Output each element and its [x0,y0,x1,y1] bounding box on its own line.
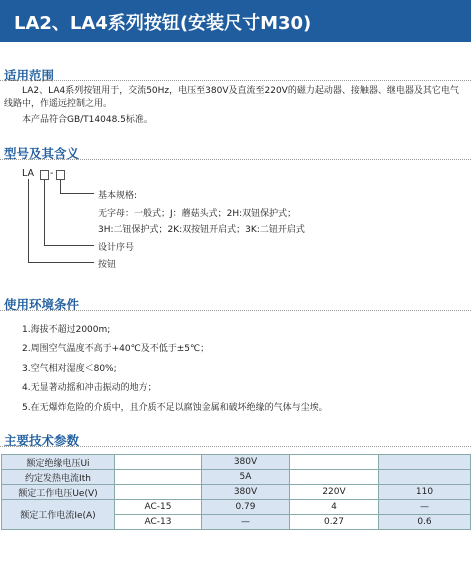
table-cell: 380V [202,485,290,500]
scope-heading: 适用范围 [4,68,55,83]
button-leader-line [28,262,94,263]
table-cell: 额定工作电压Ue(V) [2,485,115,500]
table-row [2,470,471,485]
table-cell: 额定工作电流Ie(A) [2,500,115,530]
spec-line-1: 无字母：一般式；J：蘑菇头式；2H:双钮保护式； [98,209,297,219]
design-number-label: 设计序号 [98,243,135,253]
button-leader-line [28,179,29,262]
divider [0,446,471,447]
tech-spec-table [1,454,471,530]
env-item-2: 2.周围空气温度不高于+40℃及不低于±5℃； [22,344,210,354]
table-cell: AC-13 [115,515,202,530]
divider [0,159,471,160]
table-row [2,500,471,515]
table-row [2,485,471,500]
title-bar [0,0,471,42]
env-heading: 使用环境条件 [4,297,80,312]
spec-leader-line [60,193,94,194]
table-cell: 0.6 [379,515,471,530]
table-cell: AC-15 [115,500,202,515]
env-item-1: 1.海拔不超过2000m; [22,325,111,335]
model-heading: 型号及其含义 [4,146,80,161]
table-cell [115,485,202,500]
table-cell: 0.27 [290,515,379,530]
model-diagram [22,168,422,268]
table-cell: 110 [379,485,471,500]
standard-note: 本产品符合GB/T14048.5标准。 [22,115,153,125]
tech-heading: 主要技术参数 [4,433,80,448]
table-row [2,455,471,470]
table-cell: 220V [290,485,379,500]
table-cell [379,470,471,485]
env-item-3: 3.空气相对湿度＜80%; [22,364,117,374]
table-cell: 4 [290,500,379,515]
table-cell: 0.79 [202,500,290,515]
model-code-dash: - [50,168,54,179]
page-title: LA2、LA4系列按钮(安装尺寸M30) [14,13,312,34]
env-item-5: 5.在无爆炸危险的介质中，且介质不足以腐蚀金属和破坏绝缘的气体与尘埃。 [22,403,328,413]
table-cell: 约定发热电流Ith [2,470,115,485]
spec-leader-line [60,179,61,193]
design-leader-line [44,179,45,245]
table-cell [290,470,379,485]
divider [0,80,471,81]
divider [0,310,471,311]
table-cell: 5A [202,470,290,485]
spec-title: 基本规格: [98,191,138,201]
scope-paragraph: LA2、LA4系列按钮用于，交流50Hz，电压至380V及直流至220V的磁力起动器、接触器、继电器及其它电气线路中，作遥远控制之用。 [4,86,459,109]
env-item-4: 4.无显著动摇和冲击振动的地方； [22,383,157,393]
table-cell [115,470,202,485]
table-cell [115,455,202,470]
table-cell [379,455,471,470]
table-cell: 额定绝缘电压Ui [2,455,115,470]
table-cell: — [379,500,471,515]
table-cell [290,455,379,470]
table-cell: — [202,515,290,530]
model-code-prefix: LA [22,168,35,179]
button-label: 按钮 [98,260,117,270]
design-leader-line [44,245,94,246]
table-cell: 380V [202,455,290,470]
spec-line-2: 3H:二钮保护式；2K:双按钮开启式；3K:二钮开启式 [98,225,305,235]
